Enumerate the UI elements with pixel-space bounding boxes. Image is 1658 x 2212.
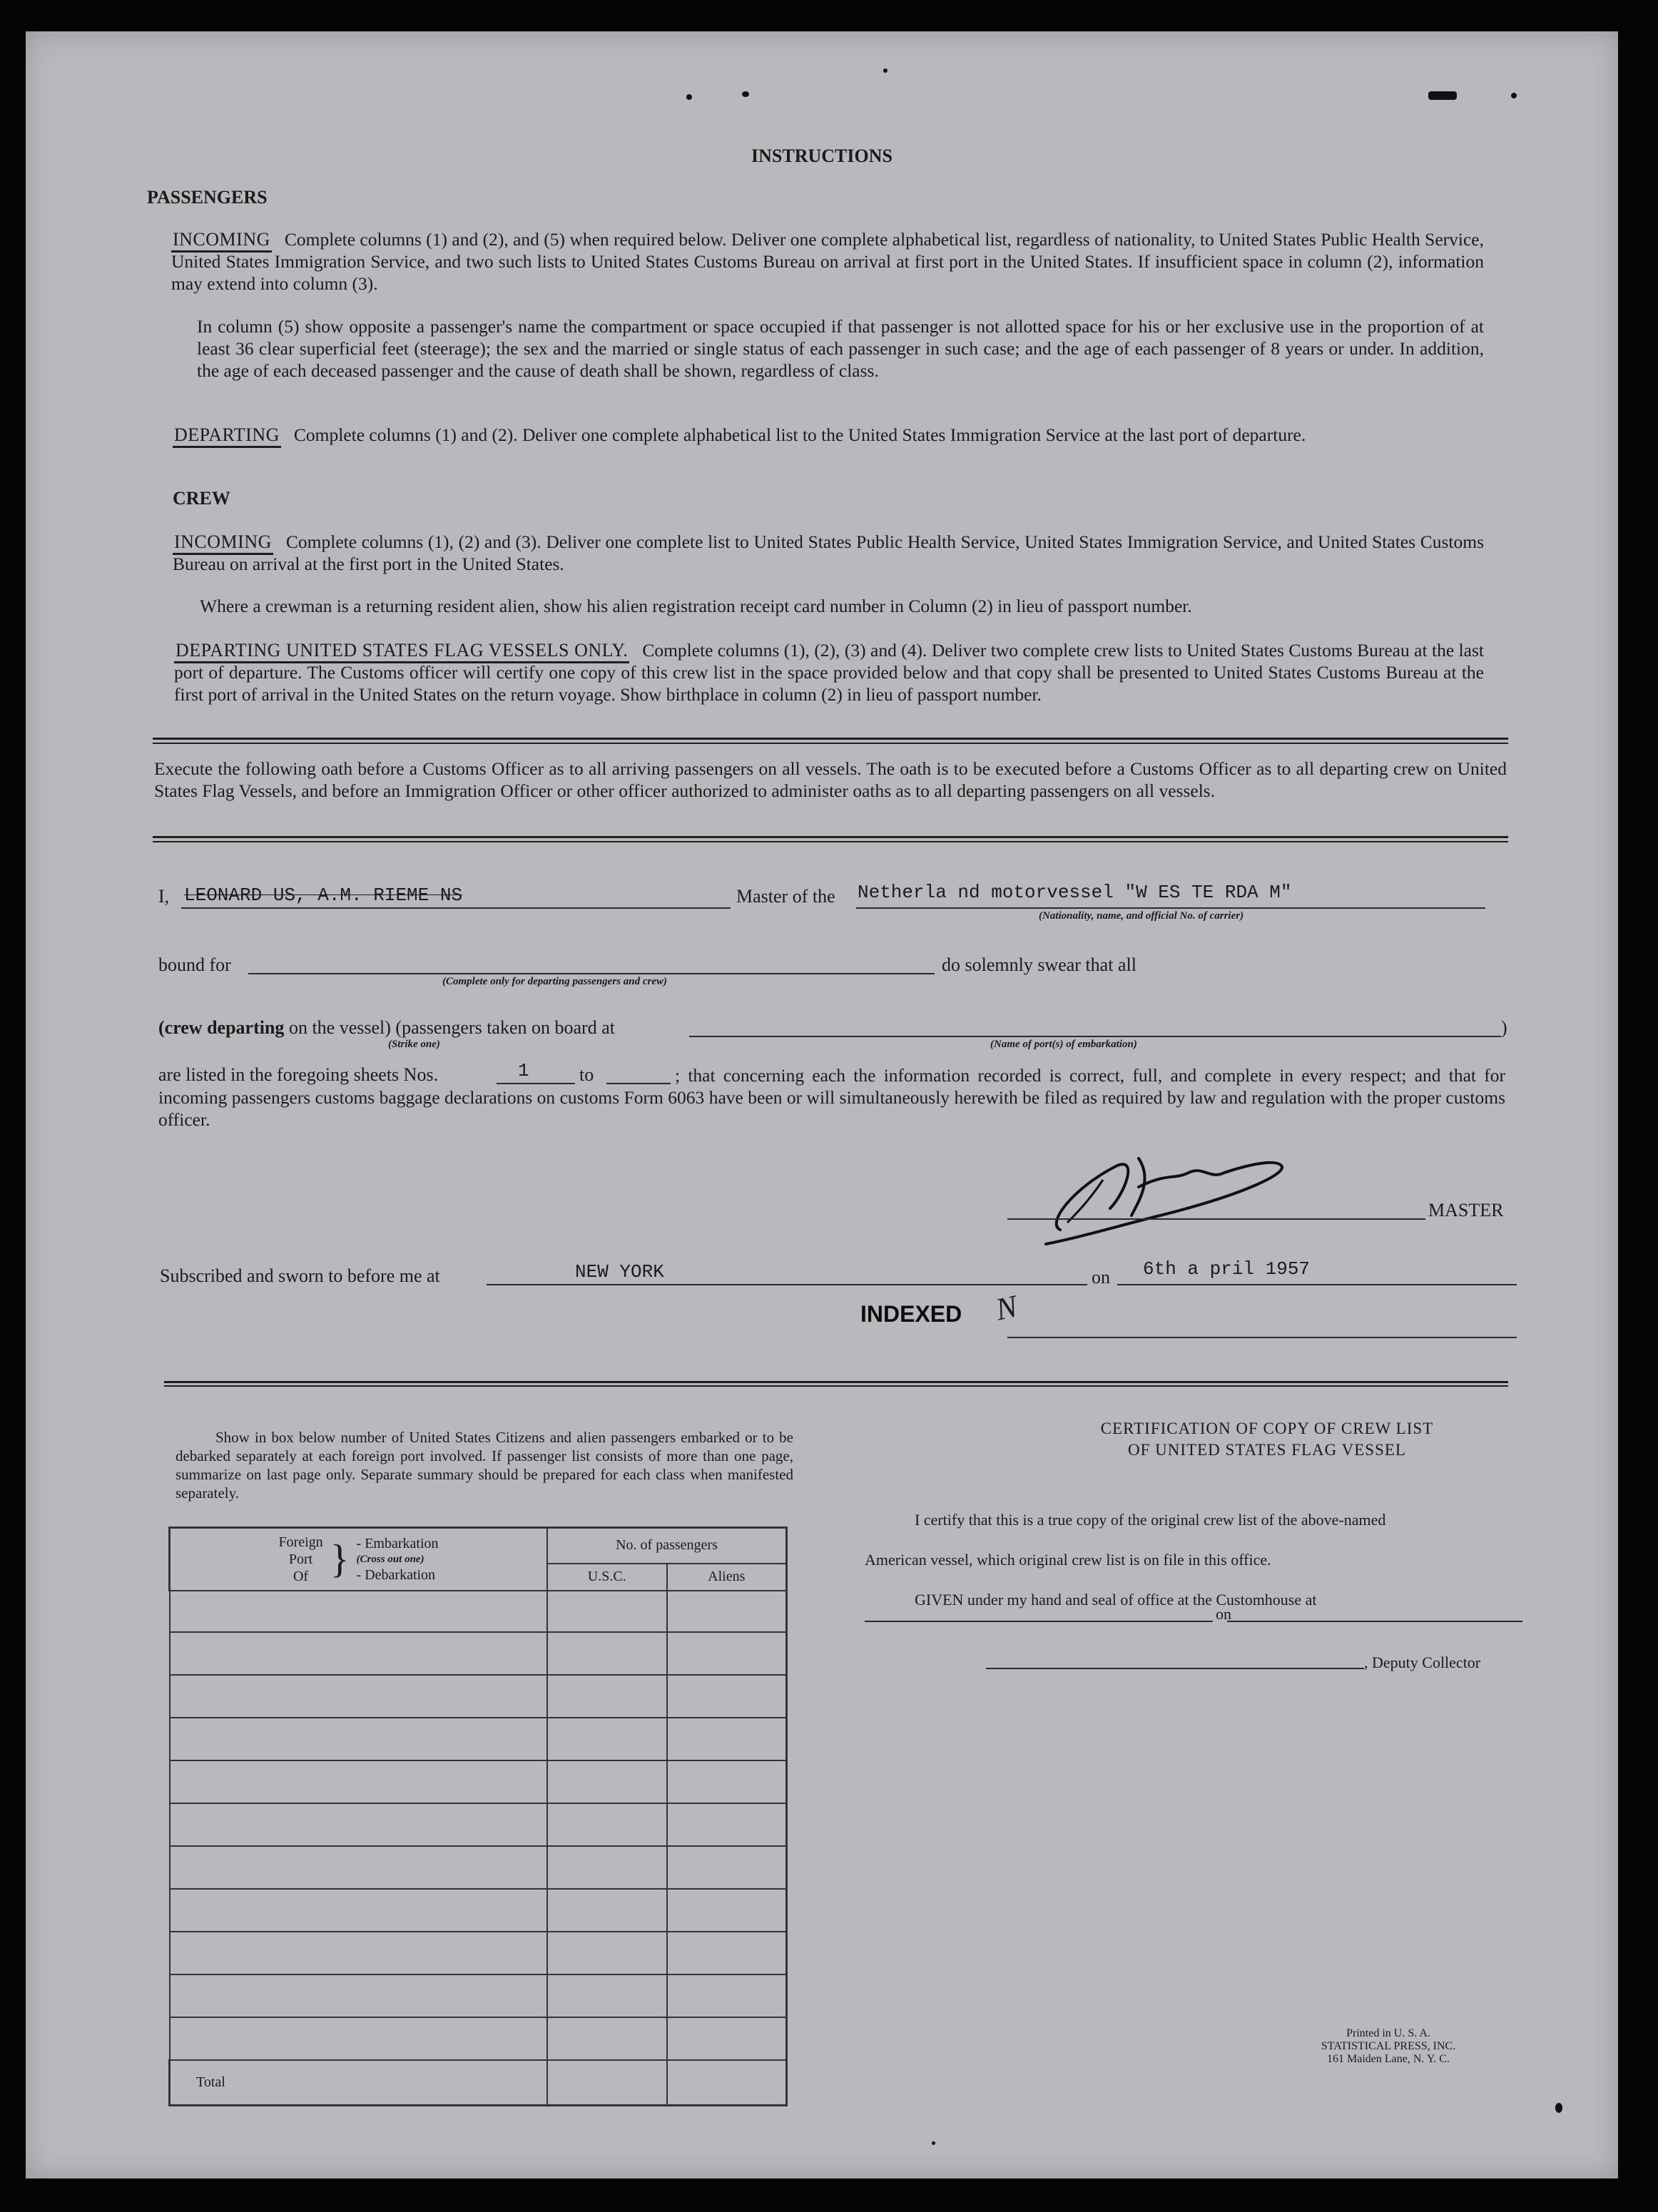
- departing-text: Complete columns (1) and (2). Deliver one complete alphabetical list to the United States Immigration Service at the last port of departure.: [293, 424, 1306, 445]
- indexed-line: [1007, 1337, 1517, 1338]
- divider-rule: [164, 1385, 1508, 1387]
- crew-heading: CREW: [173, 488, 230, 509]
- divider-rule: [164, 1381, 1508, 1383]
- listed-label: are listed in the foregoing sheets Nos.: [158, 1064, 439, 1085]
- printer-imprint: [1281, 2027, 1495, 2066]
- table-cell: [547, 1846, 667, 1889]
- cert-on-label: on: [1216, 1605, 1231, 1623]
- bound-caption: (Complete only for departing passengers and crew): [442, 976, 667, 987]
- ink-speck: [686, 94, 692, 100]
- crew-incoming-paragraph: [173, 531, 1484, 575]
- swear-label: do solemnly swear that all: [942, 954, 1136, 975]
- table-cell: [170, 1846, 547, 1889]
- divider-rule: [153, 743, 1508, 744]
- foreign-port-header: [170, 1528, 547, 1591]
- crew-incoming-text: Complete columns (1), (2) and (3). Deliver one complete list to United States Public Health Service, United States Immigration Service, and United States Customs Bureau on arrival at the first port in the United States.: [173, 531, 1484, 574]
- table-cell: [170, 1760, 547, 1803]
- table-cell: [547, 1675, 667, 1718]
- table-cell: [170, 1932, 547, 1974]
- passengers-incoming-paragraph: [171, 228, 1484, 295]
- crew-passengers-line: [158, 1017, 615, 1039]
- column5-paragraph: In column (5) show opposite a passenger's name the compartment or space occupied if that passenger is not allotted space for his or her exclusive use in the proportion of at least 36 clear superficial feet (steerage); the sex and the married or single status of each passenger in such case; and the age of each passenger of 8 years or under. In addition, the age of each deceased passenger and the cause of death shall be shown, regardless of class.: [197, 316, 1484, 381]
- master-name: LEONARD US, A.M. RIEME NS: [184, 885, 463, 906]
- deputy-line: [986, 1668, 1364, 1669]
- instructions-title: INSTRUCTIONS: [751, 146, 892, 166]
- close-paren: ): [1501, 1017, 1507, 1038]
- table-cell: [547, 1718, 667, 1760]
- total-label: Total: [170, 2060, 547, 2106]
- oath-intro: Execute the following oath before a Customs Officer as to all arriving passengers on all vessels. The oath is to be executed before a Customs Officer as to all departing crew on United States Flag Vessels, and before an Immigration Officer or other officer authorized to administer oaths as to all departing passengers on all vessels.: [154, 758, 1507, 801]
- bound-for-line: [248, 973, 935, 974]
- table-cell: [667, 2017, 787, 2060]
- given-text: GIVEN under my hand and seal of office at the Customhouse at: [915, 1591, 1317, 1609]
- usc-header: U.S.C.: [547, 1564, 667, 1591]
- ink-speck: [1511, 93, 1517, 98]
- subscribed-on-label: on: [1092, 1267, 1110, 1288]
- table-cell: [547, 1632, 667, 1675]
- table-cell: [547, 2060, 667, 2106]
- printer-line2: STATISTICAL PRESS, INC.: [1321, 2040, 1456, 2052]
- summary-table: [168, 1527, 788, 2106]
- table-cell: [667, 1591, 787, 1632]
- brace: }: [330, 1536, 350, 1581]
- divider-rule: [153, 841, 1508, 842]
- passengers-taken-label: (passengers taken on board at: [395, 1017, 615, 1038]
- ink-speck: [932, 2141, 935, 2145]
- passengers-heading: PASSENGERS: [147, 187, 268, 208]
- deputy-collector-label: , Deputy Collector: [1364, 1653, 1481, 1671]
- vessel-name: Netherla nd motorvessel "W ES TE RDA M": [858, 882, 1292, 903]
- subscribed-date: 6th a pril 1957: [1143, 1258, 1311, 1280]
- port-line: [689, 1036, 1501, 1037]
- table-cell: [170, 1974, 547, 2017]
- table-cell: [667, 1675, 787, 1718]
- master-signature-line: [1007, 1218, 1425, 1220]
- table-cell: [667, 1974, 787, 2017]
- table-cell: [170, 2017, 547, 2060]
- master-of-label: Master of the: [736, 886, 835, 907]
- subscribed-place-line: [487, 1284, 1087, 1285]
- table-cell: [547, 1889, 667, 1932]
- certify-line2: American vessel, which original crew list is on file in this office.: [865, 1551, 1271, 1569]
- certification-title: [982, 1418, 1552, 1461]
- table-cell: [170, 1889, 547, 1932]
- ink-speck: [1428, 91, 1457, 100]
- table-cell: [667, 1846, 787, 1889]
- printer-line1: Printed in U. S. A.: [1346, 2027, 1430, 2039]
- flag-vessels-label: DEPARTING UNITED STATES FLAG VESSELS ONLY.: [174, 640, 629, 663]
- table-cell: [547, 1932, 667, 1974]
- indexed-mark: N: [992, 1288, 1021, 1327]
- sheet-from: 1: [518, 1060, 529, 1081]
- bound-for-label: bound for: [158, 954, 231, 975]
- vessel-caption: (Nationality, name, and official No. of carrier): [1039, 910, 1244, 922]
- indexed-stamp: INDEXED: [860, 1301, 962, 1327]
- table-cell: [667, 1889, 787, 1932]
- port-caption: (Name of port(s) of embarkation): [990, 1039, 1137, 1050]
- table-cell: [170, 1632, 547, 1675]
- table-cell: [667, 1932, 787, 1974]
- summary-note: Show in box below number of United States Citizens and alien passengers embarked or to be debarked separately at each foreign port involved. If passenger list consists of more than one page, summarize on last page only. Separate summary should be prepared for each class when manifested separately.: [176, 1429, 793, 1502]
- table-cell: [547, 2017, 667, 2060]
- ink-speck: [1555, 2103, 1562, 2113]
- divider-rule: [153, 738, 1508, 740]
- table-cell: [547, 1591, 667, 1632]
- flag-vessels-text: Complete columns (1), (2), (3) and (4). Deliver two complete crew lists to United States Customs Bureau at the last port of departure. The Customs officer will certify one copy of this crew list in the space provided below and that copy shall be presented to United States Customs Bureau at the first port of arrival in the United States on the return voyage. Show birthplace in column (2) in lieu of passport number.: [174, 640, 1484, 705]
- document-page: [26, 31, 1618, 2178]
- table-cell: [667, 1718, 787, 1760]
- passengers-header: No. of passengers: [547, 1528, 787, 1564]
- aliens-header: Aliens: [667, 1564, 787, 1591]
- ink-speck: [883, 68, 888, 73]
- crewman-paragraph: Where a crewman is a returning resident alien, show his alien registration receipt card number in Column (2) in lieu of passport number.: [200, 596, 1192, 616]
- table-cell: [170, 1591, 547, 1632]
- incoming-text: Complete columns (1) and (2), and (5) when required below. Deliver one complete alphabetical list, regardless of nationality, to United States Public Health Service, United States Immigration Service, and two such lists to United States Customs Bureau on arrival at first port in the United States. If insufficient space in column (2), information may extend into column (3).: [171, 229, 1484, 294]
- i-label: I,: [158, 886, 170, 907]
- departing-label: DEPARTING: [173, 424, 281, 448]
- cross-out-caption: (Cross out one): [356, 1553, 424, 1565]
- subscribed-place: NEW YORK: [575, 1261, 664, 1283]
- crew-incoming-label: INCOMING: [173, 531, 273, 555]
- table-cell: [667, 1803, 787, 1846]
- printer-line3: 161 Maiden Lane, N. Y. C.: [1327, 2053, 1450, 2065]
- table-cell: [667, 1632, 787, 1675]
- debarkation-label: - Debarkation: [356, 1566, 436, 1583]
- flag-vessels-paragraph: [174, 639, 1484, 705]
- certification-title-line2: OF UNITED STATES FLAG VESSEL: [1128, 1441, 1406, 1459]
- foreign-port-label: Foreign Port Of: [278, 1534, 323, 1584]
- ink-speck: [742, 91, 749, 97]
- passengers-departing-paragraph: [173, 424, 1484, 446]
- strike-caption: (Strike one): [388, 1039, 440, 1050]
- subscribed-date-line: [1117, 1284, 1517, 1285]
- crew-departing-label: (crew departing: [158, 1017, 285, 1038]
- on-vessel-label: on the vessel): [288, 1017, 391, 1038]
- table-cell: [170, 1718, 547, 1760]
- certify-line1: I certify that this is a true copy of the original crew list of the above-named: [915, 1511, 1386, 1529]
- table-cell: [667, 2060, 787, 2106]
- master-name-line: [181, 907, 731, 909]
- table-cell: [547, 1803, 667, 1846]
- table-cell: [170, 1803, 547, 1846]
- table-cell: [547, 1974, 667, 2017]
- customhouse-line: [865, 1621, 1213, 1622]
- divider-rule: [153, 836, 1508, 838]
- incoming-label: INCOMING: [171, 229, 272, 253]
- embarkation-label: - Embarkation: [356, 1535, 439, 1551]
- to-label: to: [579, 1064, 594, 1085]
- table-cell: [547, 1760, 667, 1803]
- certification-title-line1: CERTIFICATION OF COPY OF CREW LIST: [1100, 1420, 1434, 1437]
- cert-date-line: [1227, 1621, 1522, 1622]
- vessel-line: [856, 907, 1485, 909]
- subscribed-label: Subscribed and sworn to before me at: [160, 1265, 440, 1286]
- listed-rest: ; that concerning each the information recorded is correct, full, and complete in every respect; and that for incoming passengers customs baggage declarations on customs Form 6063 have been or will simultaneously herewith be filed as required by law and regulation with the proper customs officer.: [158, 1065, 1505, 1130]
- master-signature: [1032, 1137, 1303, 1251]
- table-cell: [667, 1760, 787, 1803]
- master-label: MASTER: [1428, 1200, 1504, 1220]
- table-cell: [170, 1675, 547, 1718]
